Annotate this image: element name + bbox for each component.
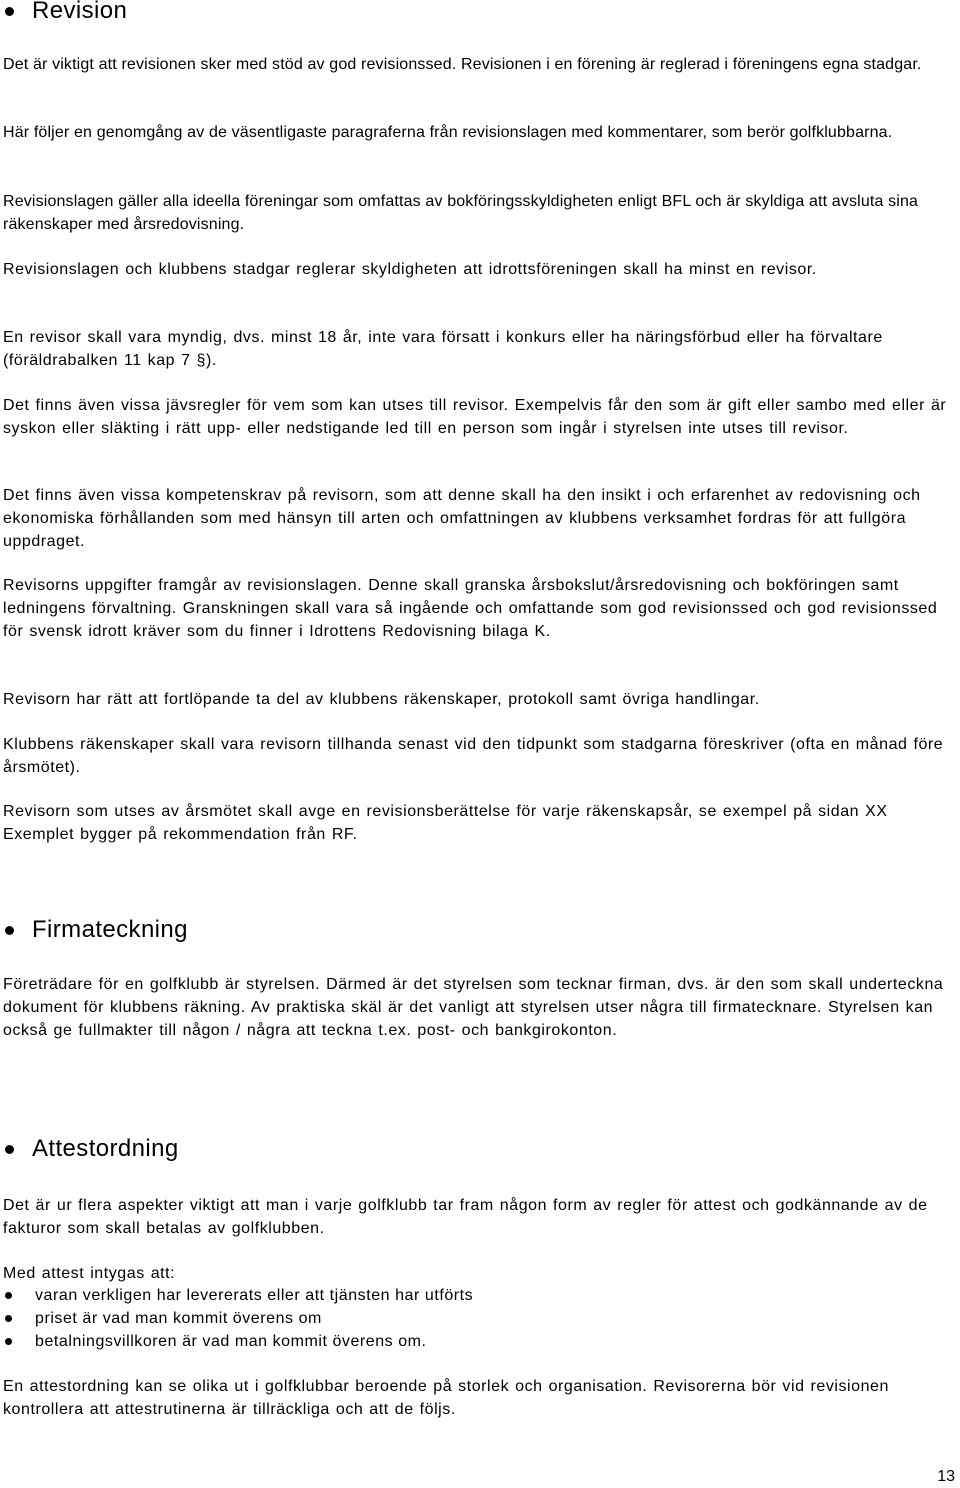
bullet-icon <box>5 1315 12 1322</box>
paragraph: Det finns även vissa jävsregler för vem som kan utses till revisor. Exempelvis får den som är gift eller sambo med eller är syskon eller släkting i rätt upp- eller nedstigande led till en person som ingår i styrelsen inte utses till revisor. <box>3 397 947 437</box>
list-lead: Med attest intygas att: <box>3 1265 176 1282</box>
bullet-icon <box>5 1338 12 1345</box>
bullet-icon <box>5 1145 14 1154</box>
section-title: Firmateckning <box>32 916 188 943</box>
paragraph: Revisionslagen och klubbens stadgar reglerar skyldigheten att idrottsföreningen skall ha minst en revisor. <box>3 261 817 278</box>
paragraph: Det är ur flera aspekter viktigt att man i varje golfklubb tar fram någon form av regler för attest och godkännande av de fakturor som skall betalas av golfklubben. <box>3 1197 928 1237</box>
paragraph: Det finns även vissa kompetenskrav på revisorn, som att denne skall ha den insikt i och erfarenhet av redovisning och ekonomiska förhållanden som med hänsyn till arten och omfattningen av klubbens verksamhet fordras för att fullgöra uppdraget. <box>3 487 921 550</box>
section-title: Attestordning <box>32 1135 179 1162</box>
paragraph: Det är viktigt att revisionen sker med stöd av god revisionssed. Revisionen i en förening är reglerad i föreningens egna stadgar. <box>3 56 922 73</box>
bullet-icon <box>5 7 14 16</box>
section-title: Revision <box>32 0 128 24</box>
paragraph: Här följer en genomgång av de väsentligaste paragraferna från revisionslagen med kommentarer, som berör golfklubbarna. <box>3 124 893 141</box>
page-number: 13 <box>937 1468 955 1485</box>
paragraph: Revisorn som utses av årsmötet skall avge en revisionsberättelse för varje räkenskapsår, se exempel på sidan XX Exemplet bygger på rekommendation från RF. <box>3 803 888 843</box>
section-heading-firmateckning <box>3 916 188 944</box>
bullet-icon <box>5 1292 12 1299</box>
paragraph: Revisorns uppgifter framgår av revisionslagen. Denne skall granska årsbokslut/årsredovisning och bokföringen samt ledningens förvaltning. Granskningen skall vara så ingående och omfattande som god revisionssed och god revisionssed för svensk idrott kräver som du finner i Idrottens Redovisning bilaga K. <box>3 577 938 640</box>
list-item: betalningsvillkoren är vad man kommit överens om. <box>3 1330 943 1353</box>
bullet-icon <box>5 926 14 935</box>
list-item: varan verkligen har levererats eller att tjänsten har utförts <box>3 1284 943 1307</box>
section-heading-revision <box>3 0 127 25</box>
paragraph: Företrädare för en golfklubb är styrelsen. Därmed är det styrelsen som tecknar firman, dvs. är den som skall underteckna dokument för klubbens räkning. Av praktiska skäl är det vanligt att styrelsen utser några till firmatecknare. Styrelsen kan också ge fullmakter till någon / några att teckna t.ex. post- och bankgirokonton. <box>3 976 944 1039</box>
paragraph: Revisorn har rätt att fortlöpande ta del av klubbens räkenskaper, protokoll samt övriga handlingar. <box>3 691 760 708</box>
section-heading-attestordning <box>3 1135 179 1163</box>
paragraph: Klubbens räkenskaper skall vara revisorn tillhanda senast vid den tidpunkt som stadgarna föreskriver (ofta en månad före årsmötet). <box>3 736 944 776</box>
paragraph: En attestordning kan se olika ut i golfklubbar beroende på storlek och organisation. Revisorerna bör vid revisionen kontrollera att attestrutinerna är tillräckliga och att de följs. <box>3 1378 889 1418</box>
paragraph: En revisor skall vara myndig, dvs. minst 18 år, inte vara försatt i konkurs eller ha näringsförbud eller ha förvaltare (föräldrabalken 11 kap 7 §). <box>3 329 883 369</box>
attest-list <box>3 1284 943 1353</box>
paragraph: Revisionslagen gäller alla ideella föreningar som omfattas av bokföringsskyldigheten enligt BFL och är skyldiga att avsluta sina räkenskaper med årsredovisning. <box>3 193 919 233</box>
list-item: priset är vad man kommit överens om <box>3 1307 943 1330</box>
